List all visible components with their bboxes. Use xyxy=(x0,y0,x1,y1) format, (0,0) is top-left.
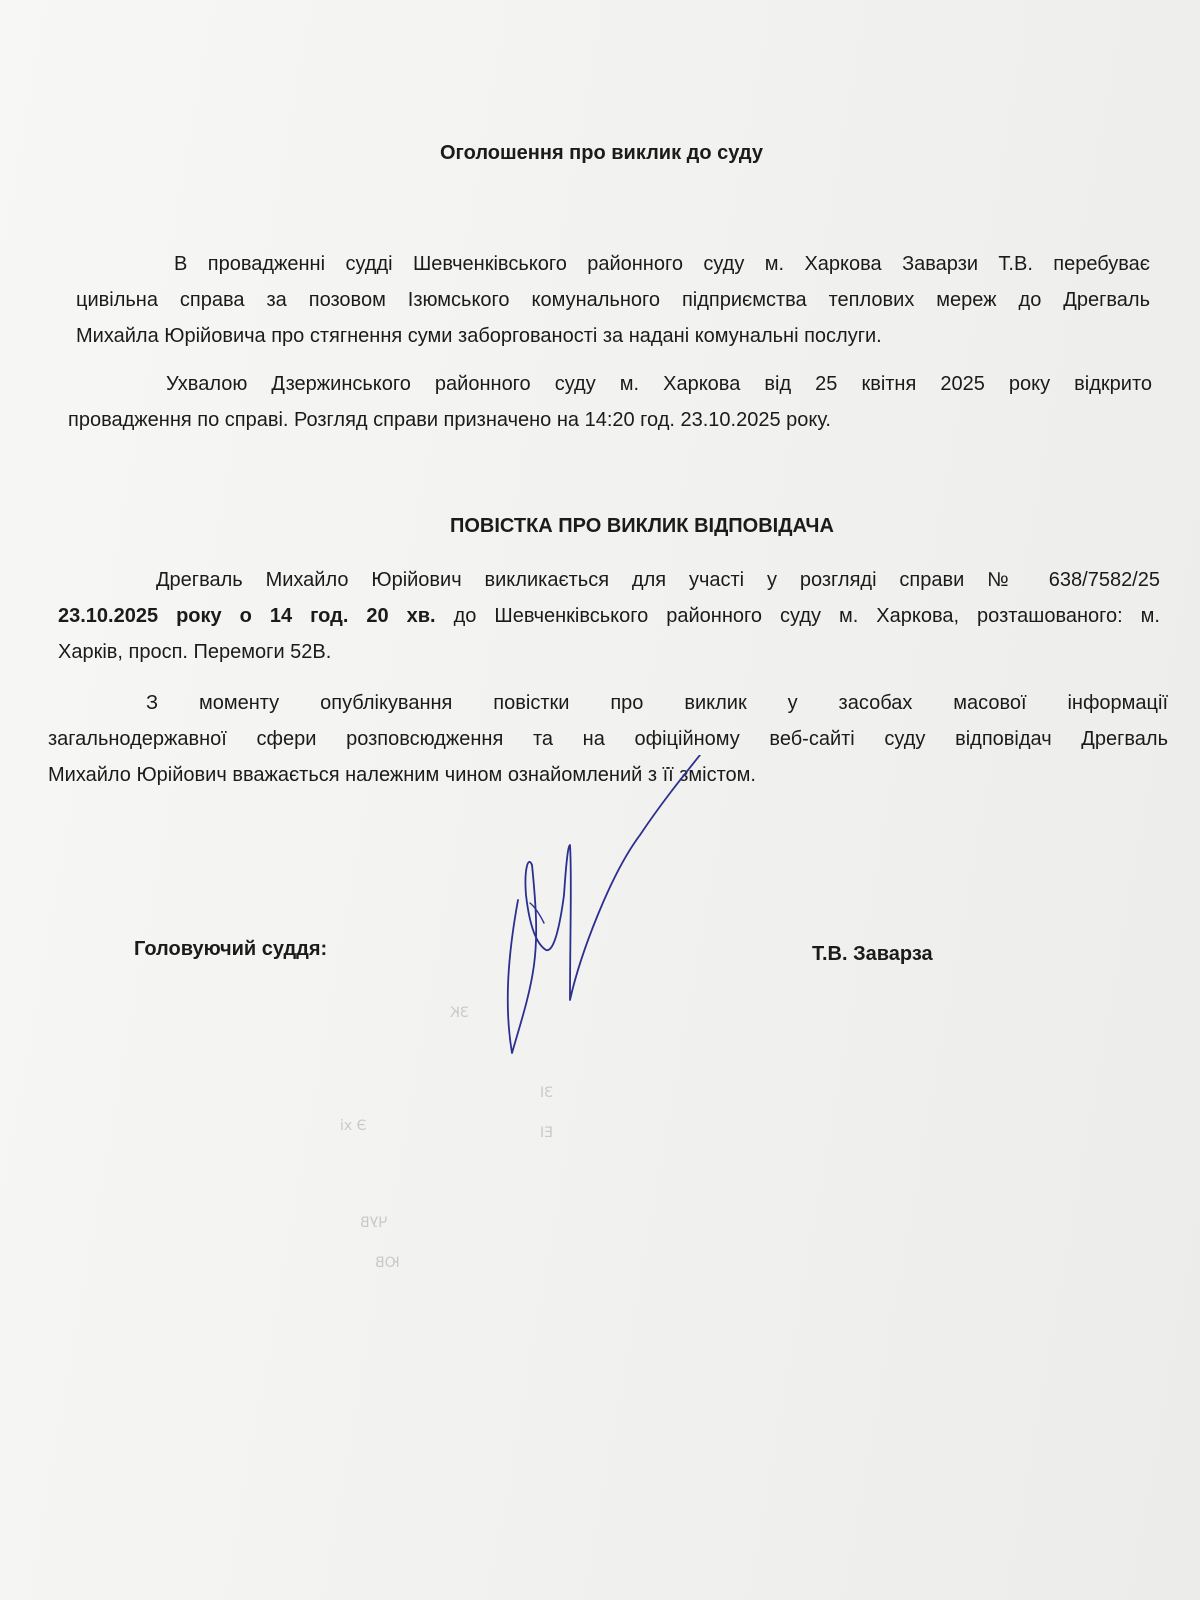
judge-name: Т.В. Заварза xyxy=(812,943,933,965)
court-address-text: до Шевченківського районного суду м. Харкова, розташованого: м. xyxy=(435,605,1160,627)
text-line: Михайла Юрійовича про стягнення суми заборгованості за надані комунальні послуги. xyxy=(76,325,882,347)
text-line: загальнодержавної сфери розповсюдження та на офіційному веб-сайті суду відповідач Дрегваль xyxy=(48,728,1168,750)
text-line: В провадженні судді Шевченківського районного суду м. Харкова Заварзи Т.В. перебуває xyxy=(174,253,1150,275)
hearing-datetime: 23.10.2025 року о 14 год. 20 хв. xyxy=(58,605,436,627)
handwritten-signature xyxy=(490,755,710,1055)
text-line: провадження по справі. Розгляд справи призначено на 14:20 год. 23.10.2025 року. xyxy=(68,409,831,431)
text-line: Харків, просп. Перемоги 52В. xyxy=(58,641,332,663)
text-line: З моменту опублікування повістки про виклик у засобах масової інформації xyxy=(146,692,1168,714)
notice-paragraph-2 xyxy=(68,366,1152,438)
show-through-mark: ЧУВ xyxy=(360,1215,388,1231)
text-line: Ухвалою Дзержинського районного суду м. Харкова від 25 квітня 2025 року відкрито xyxy=(166,373,1152,395)
show-through-mark: ЕІ xyxy=(540,1125,553,1141)
signature-stroke xyxy=(508,755,700,1053)
text-line: Михайло Юрійович вважається належним чином ознайомлений з її змістом. xyxy=(48,764,756,786)
show-through-mark: ЮВ xyxy=(375,1255,400,1271)
text-line: цивільна справа за позовом Ізюмського комунального підприємства теплових мереж до Дрегваль xyxy=(76,289,1150,311)
notice-title: Оголошення про виклик до суду xyxy=(440,142,763,164)
signature-stroke xyxy=(530,903,544,923)
show-through-mark: Э хі xyxy=(340,1118,367,1134)
show-through-mark: ЗК xyxy=(450,1005,469,1021)
summons-title: ПОВІСТКА ПРО ВИКЛИК ВІДПОВІДАЧА xyxy=(450,515,834,537)
text-line xyxy=(58,598,1160,634)
show-through-mark: ЗІ xyxy=(540,1085,554,1101)
presiding-judge-label: Головуючий суддя: xyxy=(134,938,328,960)
summons-paragraph-1 xyxy=(58,562,1160,670)
text-line: Дрегваль Михайло Юрійович викликається для участі у розгляді справи № 638/7582/25 xyxy=(156,569,1160,591)
notice-paragraph-1 xyxy=(76,246,1150,354)
